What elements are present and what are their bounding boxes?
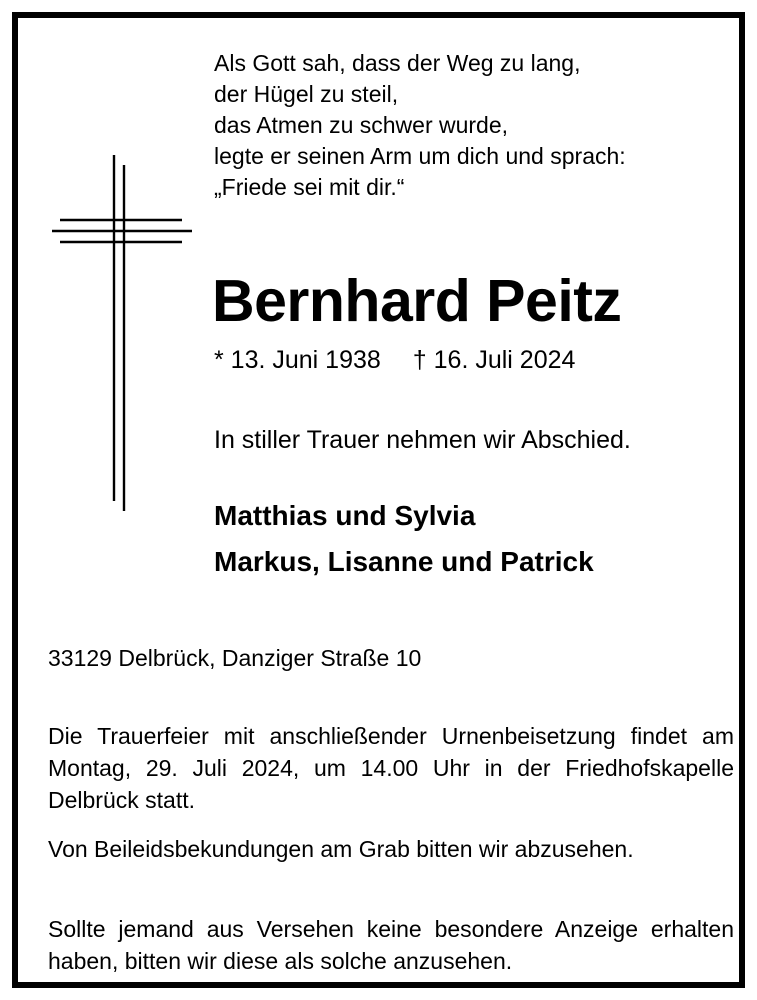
- address: 33129 Delbrück, Danziger Straße 10: [48, 645, 422, 671]
- deceased-name: Bernhard Peitz: [212, 268, 622, 334]
- farewell-text: In stiller Trauer nehmen wir Abschied.: [214, 426, 631, 454]
- obituary-frame: [12, 12, 745, 988]
- missing-notice-paragraph: Sollte jemand aus Versehen keine besondere Anzeige erhalten haben, bitten wir diese als solche anzusehen.: [48, 916, 734, 974]
- birth-date: * 13. Juni 1938: [214, 346, 381, 374]
- mourner-line: Markus, Lisanne und Patrick: [214, 546, 594, 577]
- poem-line: „Friede sei mit dir.“: [214, 174, 405, 200]
- condolence-note-paragraph: Von Beileidsbekundungen am Grab bitten wir abzusehen.: [48, 836, 634, 862]
- poem-line: legte er seinen Arm um dich und sprach:: [214, 143, 626, 169]
- death-date: † 16. Juli 2024: [412, 346, 576, 374]
- mourner-line: Matthias und Sylvia: [214, 500, 476, 531]
- poem-line: der Hügel zu steil,: [214, 81, 399, 107]
- poem-line: das Atmen zu schwer wurde,: [214, 112, 509, 138]
- memorial-poem: [214, 48, 626, 203]
- poem-line: Als Gott sah, dass der Weg zu lang,: [214, 50, 581, 76]
- life-dates: [214, 344, 575, 376]
- funeral-details-paragraph: Die Trauerfeier mit anschließender Urnenbeisetzung findet am Montag, 29. Juli 2024, um 14.00 Uhr in der Friedhofskapelle Delbrück statt.: [48, 723, 734, 813]
- mourners-list: [214, 493, 594, 585]
- cross-icon: [52, 155, 192, 515]
